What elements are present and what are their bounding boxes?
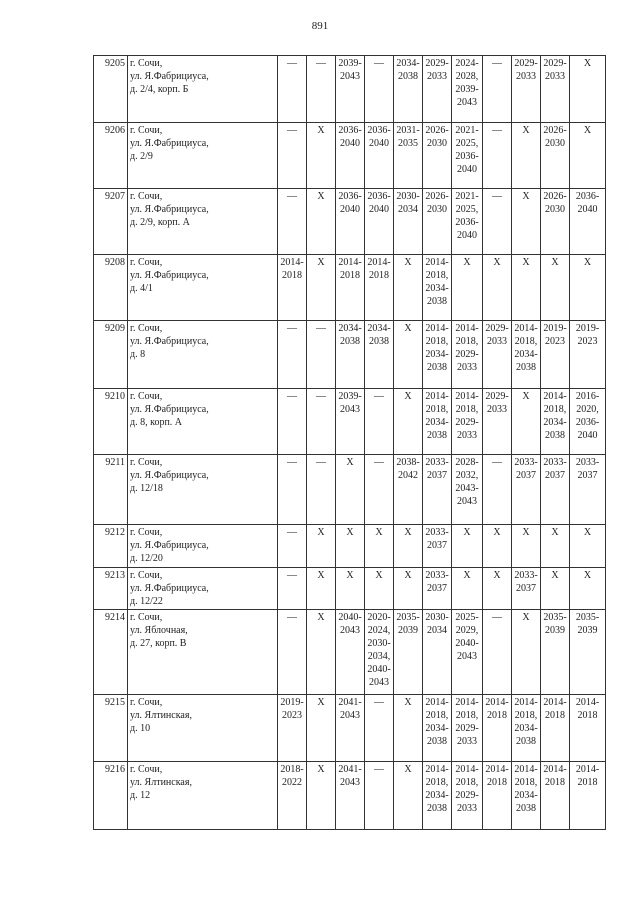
value-cell: Х [307,525,336,568]
value-cell: — [278,56,307,123]
page-number: 891 [311,20,329,32]
value-cell: 2039- 2043 [336,389,365,455]
value-cell: 2014- 2018, 2034- 2038 [541,389,570,455]
address-line: г. Сочи, [130,570,163,581]
value-cell: 2025- 2029, 2040- 2043 [452,610,483,695]
row-number: 9208 [94,255,128,321]
value-cell: 2024- 2028, 2039- 2043 [452,56,483,123]
value-cell: Х [541,568,570,610]
value-cell: 2014- 2018, 2029- 2033 [452,695,483,762]
address-cell [128,525,278,568]
value-cell: Х [541,255,570,321]
value-cell: Х [394,695,423,762]
table-body [94,56,606,830]
value-cell: 2014- 2018, 2034- 2038 [423,321,452,389]
address-line: ул. Я.Фабрициуса, [130,336,209,347]
row-number: 9213 [94,568,128,610]
value-cell: 2036- 2040 [365,123,394,189]
address-line: г. Сочи, [130,323,163,334]
value-cell: Х [336,568,365,610]
value-cell: Х [570,525,606,568]
value-cell: 2026- 2030 [541,189,570,255]
value-cell: 2034- 2038 [394,56,423,123]
address-line: д. 8, корп. А [130,417,183,428]
value-cell: 2014- 2018, 2029- 2033 [452,321,483,389]
value-cell: Х [452,525,483,568]
value-cell: — [278,610,307,695]
address-cell [128,321,278,389]
value-cell: 2014- 2018, 2034- 2038 [423,389,452,455]
address-line: д. 8 [130,349,146,360]
value-cell: 2014- 2018, 2034- 2038 [512,321,541,389]
row-number: 9209 [94,321,128,389]
value-cell: 2014- 2018 [365,255,394,321]
value-cell: — [365,389,394,455]
table-row [94,762,606,830]
row-number: 9214 [94,610,128,695]
value-cell: Х [307,123,336,189]
table-row [94,255,606,321]
address-line: ул. Я.Фабрициуса, [130,404,209,415]
value-cell: Х [365,568,394,610]
address-line: д. 10 [130,723,151,734]
value-cell: 2014- 2018, 2029- 2033 [452,389,483,455]
value-cell: 2035- 2039 [394,610,423,695]
value-cell: 2030- 2034 [394,189,423,255]
address-line: ул. Ялтинская, [130,777,192,788]
value-cell: 2029- 2033 [541,56,570,123]
value-cell: 2014- 2018, 2034- 2038 [423,762,452,830]
value-cell: 2041- 2043 [336,762,365,830]
value-cell: Х [307,762,336,830]
value-cell: — [483,189,512,255]
value-cell: 2034- 2038 [365,321,394,389]
address-line: г. Сочи, [130,125,163,136]
value-cell: Х [307,695,336,762]
address-line: г. Сочи, [130,457,163,468]
value-cell: 2014- 2018, 2034- 2038 [423,255,452,321]
value-cell: 2035- 2039 [541,610,570,695]
value-cell: 2026- 2030 [423,189,452,255]
value-cell: Х [512,610,541,695]
value-cell: Х [394,255,423,321]
value-cell: Х [541,525,570,568]
registry-table [93,55,606,830]
value-cell: — [307,321,336,389]
address-line: ул. Я.Фабрициуса, [130,540,209,551]
address-cell [128,123,278,189]
table-row [94,389,606,455]
value-cell: 2014- 2018 [483,695,512,762]
row-number: 9215 [94,695,128,762]
address-line: д. 2/9 [130,151,153,162]
value-cell: Х [483,525,512,568]
value-cell: 2014- 2018, 2029- 2033 [452,762,483,830]
value-cell: 2026- 2030 [423,123,452,189]
value-cell: Х [512,255,541,321]
table-row [94,568,606,610]
value-cell: 2033- 2037 [423,568,452,610]
address-cell [128,762,278,830]
value-cell: — [307,455,336,525]
value-cell: — [365,455,394,525]
value-cell: 2036- 2040 [570,189,606,255]
table-row [94,610,606,695]
address-cell [128,255,278,321]
value-cell: Х [570,255,606,321]
value-cell: Х [570,56,606,123]
value-cell: Х [512,389,541,455]
value-cell: 2029- 2033 [483,389,512,455]
address-cell [128,610,278,695]
value-cell: Х [452,255,483,321]
value-cell: Х [394,389,423,455]
value-cell: 2035- 2039 [570,610,606,695]
value-cell: 2029- 2033 [483,321,512,389]
address-line: д. 2/9, корп. А [130,217,190,228]
address-line: ул. Я.Фабрициуса, [130,470,209,481]
address-line: д. 12/18 [130,483,163,494]
table-row [94,123,606,189]
address-cell [128,56,278,123]
value-cell: — [278,389,307,455]
address-line: д. 27, корп. В [130,638,187,649]
address-line: г. Сочи, [130,612,163,623]
value-cell: 2019- 2023 [541,321,570,389]
address-line: г. Сочи, [130,527,163,538]
address-cell [128,389,278,455]
value-cell: — [278,189,307,255]
address-cell [128,568,278,610]
value-cell: — [278,525,307,568]
value-cell: 2030- 2034 [423,610,452,695]
address-line: г. Сочи, [130,697,163,708]
row-number: 9205 [94,56,128,123]
value-cell: 2014- 2018, 2034- 2038 [512,762,541,830]
row-number: 9211 [94,455,128,525]
value-cell: 2036- 2040 [365,189,394,255]
table-row [94,189,606,255]
value-cell: 2039- 2043 [336,56,365,123]
value-cell: Х [483,255,512,321]
value-cell: 2018- 2022 [278,762,307,830]
address-line: ул. Я.Фабрициуса, [130,71,209,82]
value-cell: 2014- 2018 [541,695,570,762]
address-line: ул. Я.Фабрициуса, [130,583,209,594]
value-cell: — [278,321,307,389]
value-cell: — [483,455,512,525]
address-line: д. 12/20 [130,553,163,564]
value-cell: 2014- 2018 [336,255,365,321]
value-cell: 2021- 2025, 2036- 2040 [452,189,483,255]
value-cell: 2014- 2018 [278,255,307,321]
value-cell: Х [307,568,336,610]
value-cell: 2019- 2023 [570,321,606,389]
value-cell: Х [483,568,512,610]
address-line: ул. Ялтинская, [130,710,192,721]
value-cell: 2014- 2018 [570,695,606,762]
value-cell: 2033- 2037 [512,568,541,610]
value-cell: 2034- 2038 [336,321,365,389]
value-cell: — [365,762,394,830]
value-cell: Х [570,123,606,189]
value-cell: 2029- 2033 [512,56,541,123]
value-cell: 2021- 2025, 2036- 2040 [452,123,483,189]
value-cell: 2033- 2037 [570,455,606,525]
value-cell: Х [394,762,423,830]
value-cell: 2016- 2020, 2036- 2040 [570,389,606,455]
value-cell: 2029- 2033 [423,56,452,123]
value-cell: 2033- 2037 [541,455,570,525]
row-number: 9212 [94,525,128,568]
row-number: 9207 [94,189,128,255]
value-cell: Х [512,189,541,255]
value-cell: 2020- 2024, 2030- 2034, 2040- 2043 [365,610,394,695]
row-number: 9216 [94,762,128,830]
value-cell: Х [307,255,336,321]
value-cell: 2040- 2043 [336,610,365,695]
value-cell: 2014- 2018 [483,762,512,830]
value-cell: Х [307,189,336,255]
value-cell: — [278,455,307,525]
value-cell: 2038- 2042 [394,455,423,525]
address-line: ул. Яблочная, [130,625,188,636]
table-row [94,525,606,568]
table-row [94,321,606,389]
address-line: г. Сочи, [130,58,163,69]
address-line: д. 2/4, корп. Б [130,84,189,95]
address-line: д. 12/22 [130,596,163,607]
value-cell: — [365,695,394,762]
value-cell: — [483,610,512,695]
value-cell: Х [570,568,606,610]
value-cell: — [365,56,394,123]
table-row [94,455,606,525]
value-cell: 2026- 2030 [541,123,570,189]
value-cell: 2028- 2032, 2043- 2043 [452,455,483,525]
value-cell: — [278,123,307,189]
value-cell: Х [336,525,365,568]
value-cell: 2033- 2037 [423,525,452,568]
value-cell: 2014- 2018 [570,762,606,830]
address-cell [128,695,278,762]
value-cell: 2036- 2040 [336,189,365,255]
value-cell: Х [307,610,336,695]
value-cell: — [483,56,512,123]
table-row [94,56,606,123]
value-cell: Х [336,455,365,525]
value-cell: 2014- 2018, 2034- 2038 [423,695,452,762]
address-line: д. 12 [130,790,151,801]
value-cell: — [278,568,307,610]
value-cell: 2014- 2018, 2034- 2038 [512,695,541,762]
value-cell: Х [394,525,423,568]
value-cell: Х [394,568,423,610]
address-line: г. Сочи, [130,764,163,775]
value-cell: Х [365,525,394,568]
address-line: г. Сочи, [130,191,163,202]
address-line: г. Сочи, [130,391,163,402]
address-line: г. Сочи, [130,257,163,268]
table-row [94,695,606,762]
value-cell: 2014- 2018 [541,762,570,830]
value-cell: Х [512,123,541,189]
address-line: ул. Я.Фабрициуса, [130,270,209,281]
value-cell: — [307,56,336,123]
value-cell: 2041- 2043 [336,695,365,762]
row-number: 9206 [94,123,128,189]
value-cell: 2033- 2037 [512,455,541,525]
address-cell [128,189,278,255]
value-cell: 2019- 2023 [278,695,307,762]
row-number: 9210 [94,389,128,455]
value-cell: Х [512,525,541,568]
value-cell: 2036- 2040 [336,123,365,189]
value-cell: — [307,389,336,455]
address-cell [128,455,278,525]
value-cell: 2031- 2035 [394,123,423,189]
value-cell: Х [452,568,483,610]
value-cell: 2033- 2037 [423,455,452,525]
address-line: ул. Я.Фабрициуса, [130,204,209,215]
value-cell: Х [394,321,423,389]
address-line: д. 4/1 [130,283,153,294]
address-line: ул. Я.Фабрициуса, [130,138,209,149]
value-cell: — [483,123,512,189]
